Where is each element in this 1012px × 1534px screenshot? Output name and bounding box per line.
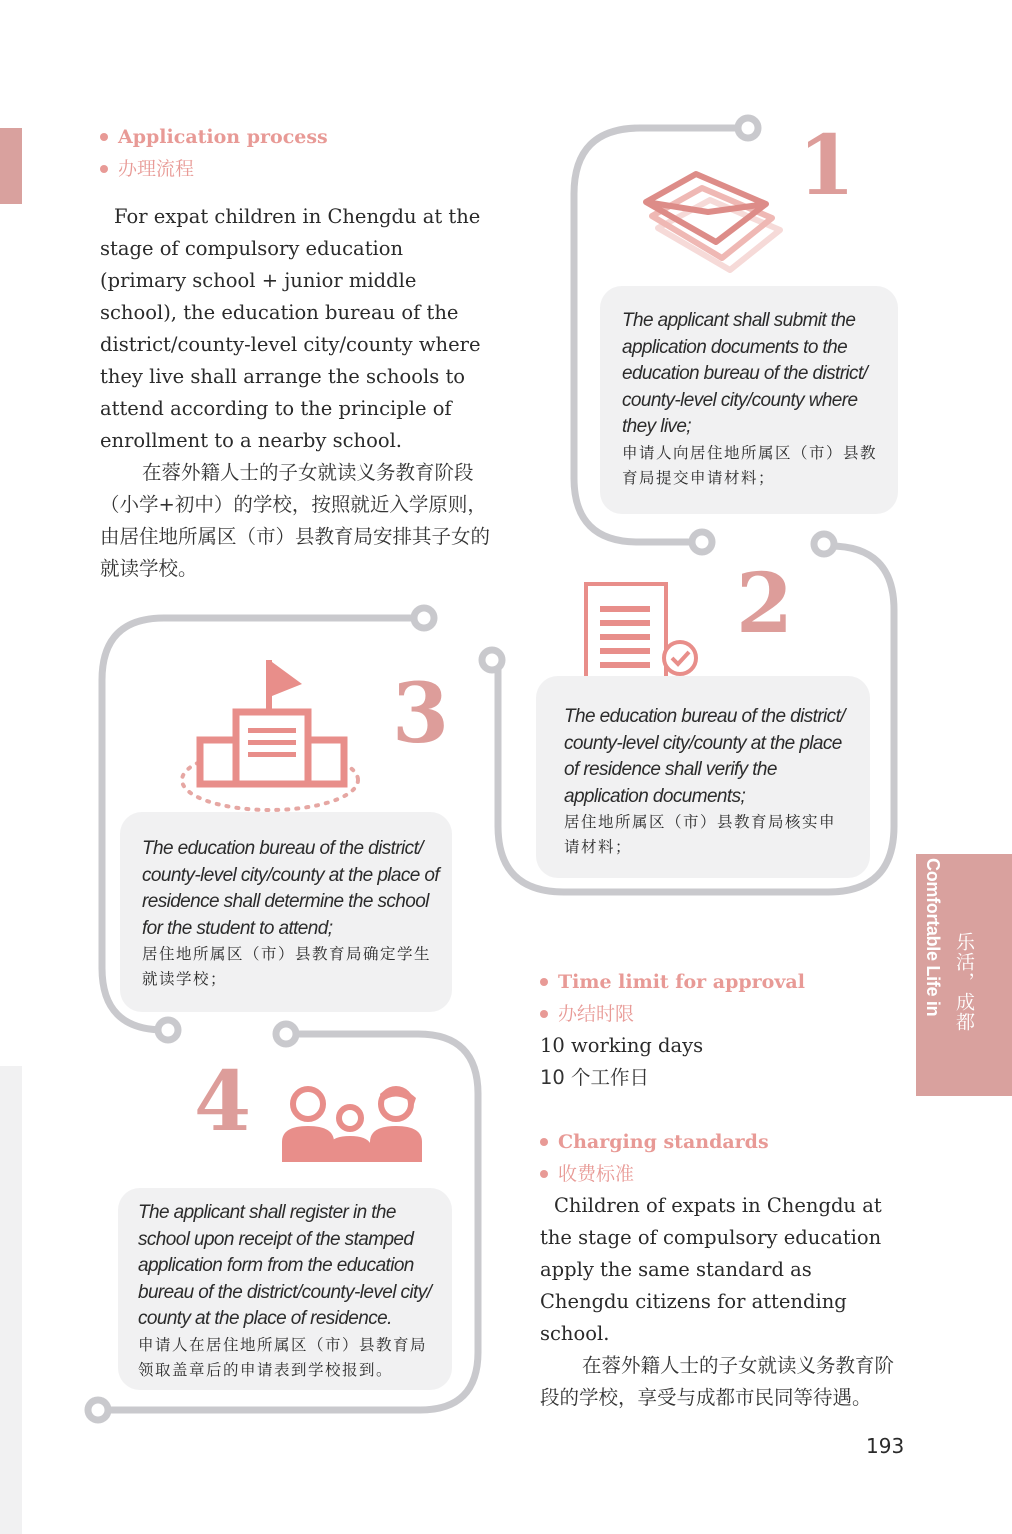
chapter-side-tab xyxy=(893,854,1012,1096)
time-limit-heading-en: Time limit for approval xyxy=(540,966,910,998)
application-paragraph-en: For expat children in Chengdu at the stage of compulsory education (primary school + junior middle school), the education bureau of the district/county-level city/county where they live shall arrange the schools to attend according to the principle of enrollment to a nearby school. xyxy=(100,205,481,452)
step-3-text-cn: 居住地所属区（市）县教育局确定学生就读学校； xyxy=(142,945,432,988)
charging-heading-en: Charging standards xyxy=(540,1126,904,1158)
charging-paragraph-en: Children of expats in Chengdu at the stage of compulsory education apply the same standard as Chengdu citizens for attending school. xyxy=(540,1194,882,1345)
side-tab-title-en: Comfortable Life in Chengdu xyxy=(893,858,943,1017)
application-paragraph-cn: 在蓉外籍人士的子女就读义务教育阶段（小学+初中）的学校，按照就近入学原则，由居住地所属区（市）县教育局安排其子女的就读学校。 xyxy=(100,461,491,580)
step-4-text-cn: 申请人在居住地所属区（市）县教育局领取盖章后的申请表到学校报到。 xyxy=(138,1335,428,1379)
application-heading-en: Application process xyxy=(100,121,492,153)
step-3-text-en: The education bureau of the district/ county-level city/county at the place of residence shall determine the school for the student to attend; xyxy=(142,838,440,939)
step-1-text-en: The applicant shall submit the application documents to the education bureau of the district/ county-level city/county where they live; xyxy=(622,310,868,437)
side-tab-title-cn: 乐活，成都 xyxy=(953,932,975,1032)
page-number: 193 xyxy=(866,1434,905,1458)
charging-paragraph-cn: 在蓉外籍人士的子女就读义务教育阶段的学校，享受与成都市民同等待遇。 xyxy=(540,1354,895,1409)
step-2-text-en: The education bureau of the district/ county-level city/county at the place of residence shall verify the application documents; xyxy=(564,706,845,807)
step-4-card xyxy=(118,1188,452,1390)
step-1-number: 1 xyxy=(798,118,856,214)
step-3-card xyxy=(120,812,452,1012)
step-2-number: 2 xyxy=(736,556,794,652)
time-limit-value-cn: 10 个工作日 xyxy=(540,1066,650,1089)
time-limit-value-en: 10 working days xyxy=(540,1034,704,1057)
time-limit-heading-cn: 办结时限 xyxy=(540,998,910,1030)
school-flag-icon xyxy=(172,656,372,820)
step-2-text-cn: 居住地所属区（市）县教育局核实申请材料； xyxy=(564,813,837,856)
time-limit-section xyxy=(540,966,910,1094)
step-4-text-en: The applicant shall register in the school upon receipt of the stamped application form from the education bureau of the district/county-level city/ county at the place of residence. xyxy=(138,1202,432,1329)
charging-section xyxy=(540,1126,904,1414)
step-1-card xyxy=(600,286,898,514)
charging-heading-cn: 收费标准 xyxy=(540,1158,904,1190)
document-check-icon xyxy=(578,580,706,690)
family-icon xyxy=(276,1080,428,1164)
envelope-icon xyxy=(638,166,788,286)
step-3-number: 3 xyxy=(392,666,450,762)
step-4-number: 4 xyxy=(194,1054,252,1150)
step-2-card xyxy=(536,676,870,878)
application-process-section xyxy=(100,121,492,585)
step-1-text-cn: 申请人向居住地所属区（市）县教育局提交申请材料； xyxy=(622,443,878,487)
application-heading-cn: 办理流程 xyxy=(100,153,492,185)
